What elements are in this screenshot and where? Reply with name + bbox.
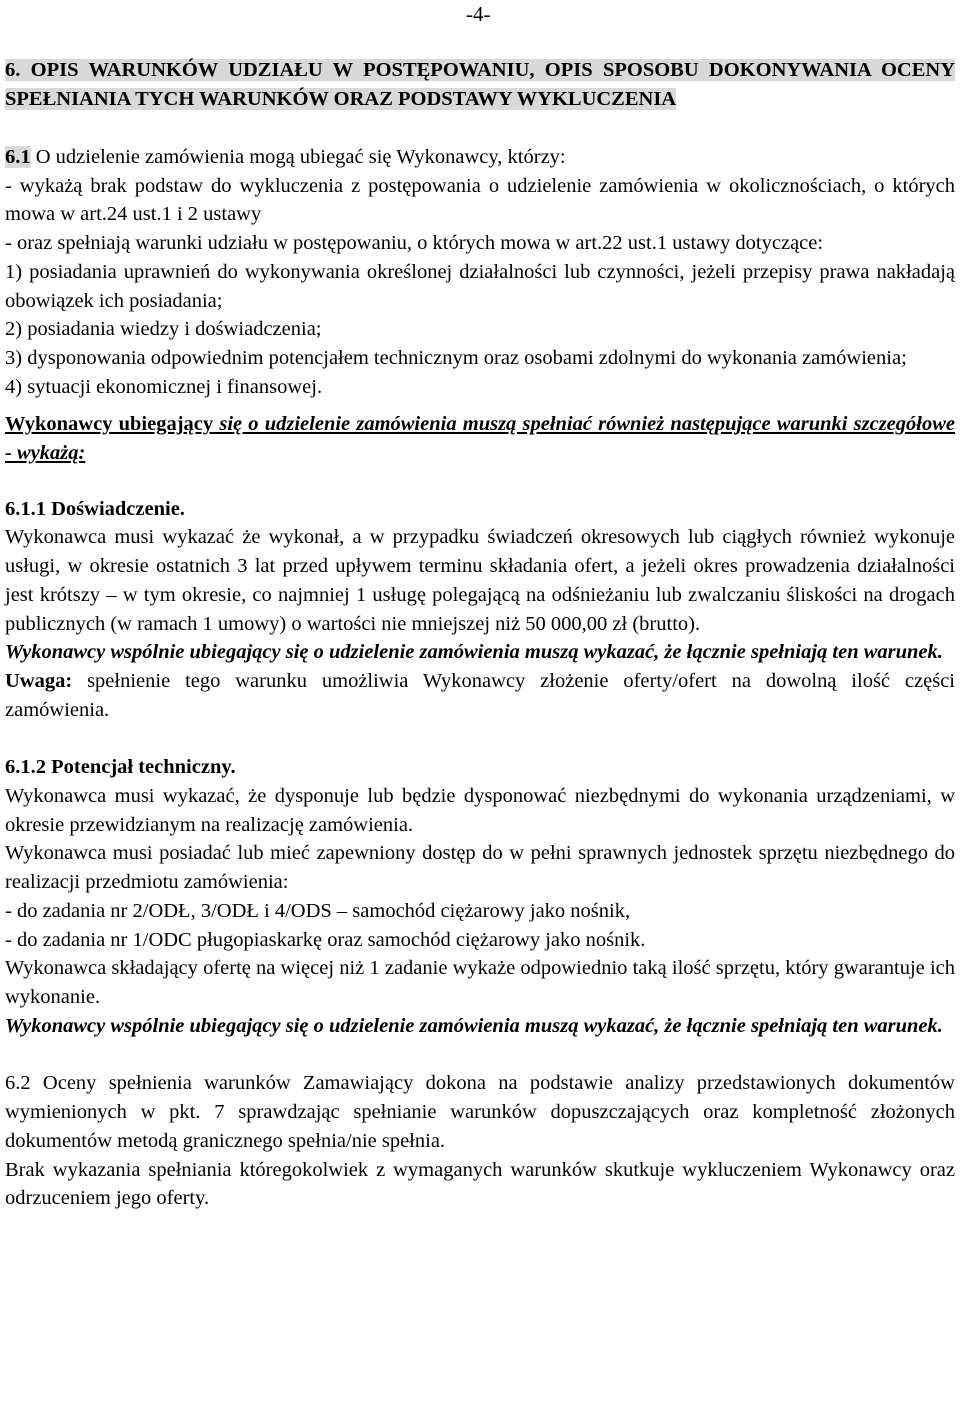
- section-6-2-body: 6.2 Oceny spełnienia warunków Zamawiający dokona na podstawie analizy przedstawionych dokumentów wymienionych w pkt. 7 sprawdzając spełnianie warunków dopuszczających oraz kompletność złożonych dokumentów metodą granicznego spełnia/nie spełnia.: [5, 1072, 955, 1152]
- condition-item-3: 3) dysponowania odpowiednim potencjałem technicznym oraz osobami zdolnymi do wykonania zamówienia;: [5, 346, 907, 369]
- exclusion-consequence: Brak wykazania spełniania któregokolwiek z wymaganych warunków skutkuje wykluczeniem Wykonawcy oraz odrzuceniem jego oferty.: [5, 1158, 955, 1210]
- technical-joint-note: Wykonawcy wspólnie ubiegający się o udzielenie zamówienia muszą wykazać, że łącznie spełniają ten warunek.: [5, 1014, 943, 1037]
- technical-body-2: Wykonawca musi posiadać lub mieć zapewniony dostęp do w pełni sprawnych jednostek sprzętu niezbędnego do realizacji przedmiotu zamówienia:: [5, 842, 955, 894]
- page-number: -4-: [466, 2, 491, 26]
- section-6-1-intro: 6.1 O udzielenie zamówienia mogą ubiegać się Wykonawcy, którzy:: [5, 146, 566, 168]
- technical-body-3: Wykonawca składający ofertę na więcej niż 1 zadanie wykaże odpowiednio taką ilość sprzętu, który gwarantuje ich wykonanie.: [5, 957, 955, 1008]
- technical-body-1: Wykonawca musi wykazać, że dysponuje lub będzie dysponować niezbędnymi do wykonania urządzeniami, w okresie przewidzianym na realizację zamówienia.: [5, 785, 955, 836]
- experience-remark: Uwaga: spełnienie tego warunku umożliwia Wykonawcy złożenie oferty/ofert na dowolną ilość części zamówienia.: [5, 669, 955, 721]
- experience-body: Wykonawca musi wykazać że wykonał, a w przypadku świadczeń okresowych lub ciągłych również wykonuje usługi, w okresie ostatnich 3 lat przed upływem terminu składania ofert, a jeżeli okres prowadzenia działalności jest krótszy – w tym okresie, co najmniej 1 usługę polegającą na odśnieżaniu lub zwalczaniu śliskości na drogach publicznych (w ramach 1 umowy) o wartości nie mniejszej niż 50 000,00 zł (brutto).: [5, 526, 955, 635]
- condition-item-4: 4) sytuacji ekonomicznej i finansowej.: [5, 375, 323, 398]
- conditions-bullet: - oraz spełniają warunki udziału w postępowaniu, o których mowa w art.22 ust.1 ustawy dotyczące:: [5, 232, 824, 255]
- experience-joint-note: Wykonawcy wspólnie ubiegający się o udzielenie zamówienia muszą wykazać, że łącznie spełniają ten warunek.: [5, 641, 943, 664]
- exclusion-bullet: - wykażą brak podstaw do wykluczenia z postępowania o udzielenie zamówienia w okolicznościach, o których mowa w art.24 ust.1 i 2 ustawy: [5, 174, 955, 226]
- condition-item-1: 1) posiadania uprawnień do wykonywania określonej działalności lub czynności, jeżeli przepisy prawa nakładają obowiązek ich posiadania;: [5, 260, 955, 312]
- condition-item-2: 2) posiadania wiedzy i doświadczenia;: [5, 318, 322, 341]
- equipment-line-1: - do zadania nr 2/ODŁ, 3/ODŁ i 4/ODS – samochód ciężarowy jako nośnik,: [5, 899, 631, 922]
- section-6-1-2-title: 6.1.2 Potencjał techniczny.: [5, 756, 236, 779]
- equipment-line-2: - do zadania nr 1/ODC pługopiaskarkę oraz samochód ciężarowy jako nośnik.: [5, 928, 646, 951]
- section-6-1-1-title: 6.1.1 Doświadczenie.: [5, 497, 185, 520]
- document-page: [5, 56, 955, 1213]
- section-heading: 6. OPIS WARUNKÓW UDZIAŁU W POSTĘPOWANIU, OPIS SPOSOBU DOKONYWANIA OCENY SPEŁNIANIA TYCH WARUNKÓW ORAZ PODSTAWY WYKLUCZENIA: [5, 59, 955, 110]
- specific-requirements: Wykonawcy ubiegający się o udzielenie zamówienia muszą spełniać również następujące warunki szczegółowe - wykażą:: [5, 413, 956, 465]
